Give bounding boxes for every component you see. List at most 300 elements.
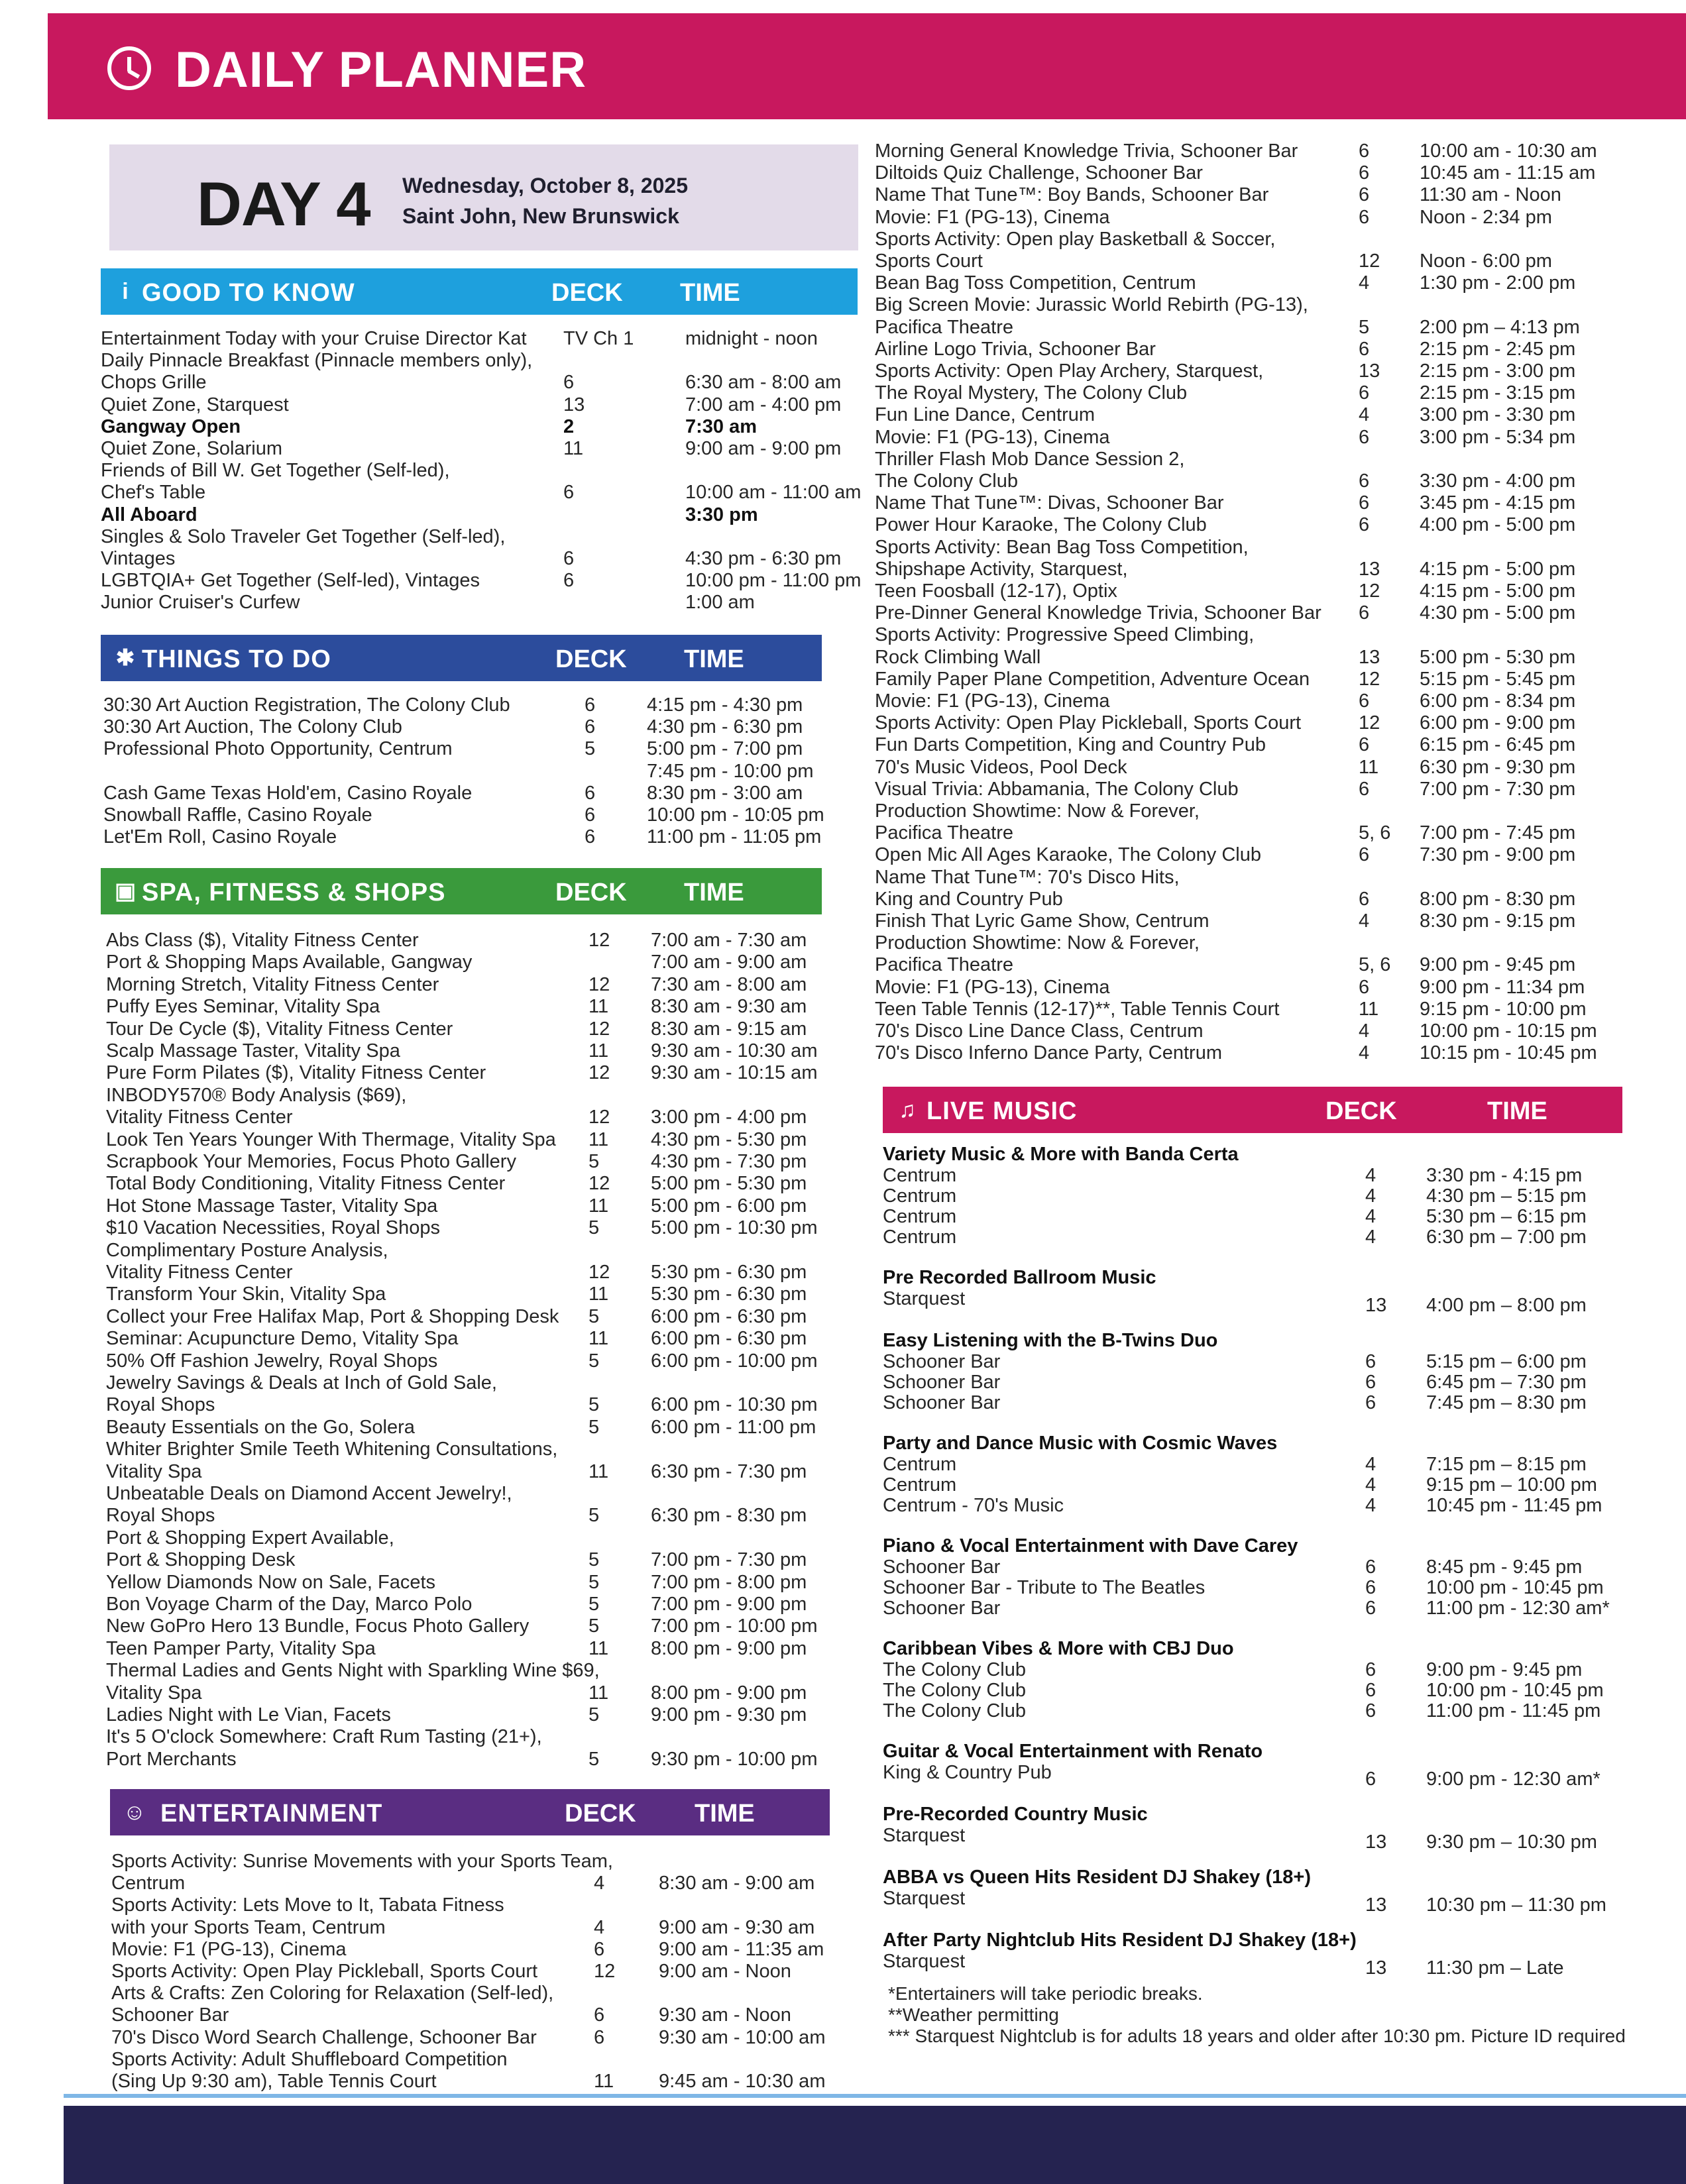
time-column-label: TIME [684,879,744,906]
deck-number: 6 [1359,492,1370,514]
time-range: 7:00 am - 9:00 am [651,952,807,973]
time-range: 9:30 pm – 10:30 pm [1426,1831,1597,1853]
deck-number: 12 [1359,580,1380,602]
time-range: 7:00 pm - 8:00 pm [651,1571,807,1593]
section-title: THINGS TO DO [142,645,331,673]
activity-name: Pre-Dinner General Knowledge Trivia, Schooner Bar [875,602,1321,624]
activity-name: Entertainment Today with your Cruise Director Kat [101,328,527,349]
venue-name: Schooner Bar [883,1556,1001,1578]
deck-number: 4 [1365,1185,1377,1207]
time-range: 8:30 am - 9:15 am [651,1018,807,1040]
venue-name: King & Country Pub [883,1762,1052,1783]
activity-name: The Royal Mystery, The Colony Club [875,382,1188,404]
music-group-title: Pre-Recorded Country Music [883,1804,1148,1825]
deck-number: 6 [1359,734,1370,756]
deck-number: 5 [589,1594,600,1615]
time-range: 9:15 pm – 10:00 pm [1426,1474,1597,1496]
activity-name: Quiet Zone, Solarium [101,438,283,459]
activity-name: Production Showtime: Now & Forever, [875,800,1200,822]
activity-name: Airline Logo Trivia, Schooner Bar [875,338,1156,360]
footnote: *Entertainers will take periodic breaks. [888,1983,1203,2004]
time-range: 6:15 pm - 6:45 pm [1420,734,1576,756]
time-column-label: TIME [684,645,744,673]
deck-number: 6 [585,694,596,716]
deck-number: 12 [589,973,610,995]
time-range: 10:00 am - 10:30 am [1420,140,1597,162]
venue-name: The Colony Club [883,1700,1026,1721]
activity-name: Movie: F1 (PG-13), Cinema [875,690,1110,712]
activity-name: Sports Court [875,250,983,272]
venue-name: Centrum [883,1185,957,1207]
time-range: 7:45 pm - 10:00 pm [647,760,814,782]
time-range: 9:00 am - 9:00 pm [685,438,842,459]
activity-name: Daily Pinnacle Breakfast (Pinnacle members only), [101,350,533,372]
activity-name: Gangway Open [101,415,241,437]
time-column-label: TIME [680,279,740,307]
activity-name: New GoPro Hero 13 Bundle, Focus Photo Gallery [106,1615,530,1637]
deck-number: 5 [589,1217,600,1239]
time-range: 8:30 pm - 3:00 am [647,782,803,804]
venue-name: Centrum - 70's Music [883,1495,1064,1516]
activity-name: Morning Stretch, Vitality Fitness Center [106,973,439,995]
time-range: 2:15 pm - 2:45 pm [1420,338,1576,360]
deck-number: 6 [1359,426,1370,448]
time-range: 8:30 pm - 9:15 pm [1420,910,1576,932]
music-group-title: After Party Nightclub Hits Resident DJ Shakey (18+) [883,1930,1357,1951]
time-range: 5:00 pm - 7:00 pm [647,738,803,760]
deck-number: 6 [1365,1372,1377,1393]
time-range: 3:30 pm - 4:00 pm [1420,470,1576,492]
deck-number: 11 [589,1682,609,1704]
deck-number: 6 [1359,382,1370,404]
activity-name: LGBTQIA+ Get Together (Self-led), Vintages [101,570,480,592]
time-range: 4:30 pm - 5:00 pm [1420,602,1576,624]
deck-number: 6 [1365,1351,1377,1372]
section-header-live-music [883,1087,1622,1133]
time-range: 6:00 pm - 9:00 pm [1420,712,1576,734]
venue-name: Schooner Bar - Tribute to The Beatles [883,1577,1206,1598]
deck-number: 13 [1365,1295,1387,1316]
activity-name: Bean Bag Toss Competition, Centrum [875,272,1196,294]
section-header-spa [101,868,822,914]
time-range: 4:15 pm - 4:30 pm [647,694,803,716]
time-range: 3:30 pm - 4:15 pm [1426,1165,1583,1186]
theater-masks-icon: ☺ [123,1800,146,1825]
deck-number: 12 [589,1173,610,1195]
activity-name: Whiter Brighter Smile Teeth Whitening Consultations, [106,1439,558,1460]
time-range: 9:00 am - Noon [659,1961,791,1982]
time-range: 9:00 pm - 9:45 pm [1426,1659,1583,1680]
section-title: LIVE MUSIC [927,1097,1078,1125]
venue-name: Centrum [883,1227,957,1248]
time-range: 10:15 pm - 10:45 pm [1420,1042,1597,1064]
time-range: 4:30 pm – 5:15 pm [1426,1185,1587,1207]
deck-number: 5 [589,1704,600,1725]
time-range: 10:00 pm - 10:45 pm [1426,1680,1604,1701]
activity-name: Sports Activity: Lets Move to It, Tabata Fitness [111,1894,504,1916]
activity-name: Bon Voyage Charm of the Day, Marco Polo [106,1594,473,1615]
deck-number: 4 [1359,1020,1370,1042]
activity-name: Port & Shopping Expert Available, [106,1527,394,1549]
deck-number: 6 [1359,976,1370,998]
deck-number: 12 [594,1961,616,1982]
activity-name: The Colony Club [875,470,1018,492]
venue-name: Schooner Bar [883,1392,1001,1413]
deck-number: 6 [1365,1659,1377,1680]
activity-name: Complimentary Posture Analysis, [106,1239,388,1261]
activity-name: Morning General Knowledge Trivia, Schooner Bar [875,140,1298,162]
walking-person-icon: ✱ [115,645,135,671]
activity-name: 70's Music Videos, Pool Deck [875,756,1127,778]
time-range: 9:30 am - 10:15 am [651,1062,818,1084]
time-range: 1:00 am [685,592,755,614]
deck-number: 4 [1359,272,1370,294]
activity-name: 70's Disco Line Dance Class, Centrum [875,1020,1204,1042]
activity-name: Puffy Eyes Seminar, Vitality Spa [106,996,380,1018]
info-icon: i [122,279,129,304]
deck-number: 6 [1359,514,1370,536]
activity-name: Snowball Raffle, Casino Royale [103,804,372,826]
deck-number: 6 [1365,1769,1377,1790]
deck-number: 2 [563,415,575,437]
deck-number: 5 [585,738,596,760]
deck-number: 5 [589,1151,600,1172]
deck-number: 13 [1359,360,1380,382]
deck-number: 4 [1359,910,1370,932]
activity-name: Transform Your Skin, Vitality Spa [106,1283,386,1305]
deck-number: 5 [589,1571,600,1593]
activity-name: Sports Activity: Open play Basketball & Soccer, [875,228,1276,250]
time-range: 6:00 pm - 11:00 pm [651,1416,816,1438]
deck-number: 6 [1359,690,1370,712]
deck-number: 11 [1359,998,1379,1020]
activity-name: Vitality Spa [106,1682,202,1704]
activity-name: Movie: F1 (PG-13), Cinema [111,1938,347,1960]
time-range: 11:00 pm - 12:30 am* [1426,1598,1610,1619]
time-range: 8:00 pm - 9:00 pm [651,1637,807,1659]
activity-name: Total Body Conditioning, Vitality Fitness Center [106,1173,506,1195]
activity-name: 30:30 Art Auction Registration, The Colony Club [103,694,510,716]
activity-name: Diltoids Quiz Challenge, Schooner Bar [875,162,1203,184]
time-range: 1:30 pm - 2:00 pm [1420,272,1576,294]
activity-name: Look Ten Years Younger With Thermage, Vitality Spa [106,1128,556,1150]
time-range: Noon - 6:00 pm [1420,250,1552,272]
deck-number: 6 [1359,206,1370,228]
activity-name: 70's Disco Word Search Challenge, Schooner Bar [111,2026,537,2048]
deck-number: TV Ch 1 [563,328,634,349]
time-range: 5:30 pm - 6:30 pm [651,1262,807,1283]
music-group-title: Easy Listening with the B-Twins Duo [883,1330,1218,1351]
deck-number: 12 [589,1107,610,1128]
deck-number: 6 [1359,470,1370,492]
time-range: 7:00 pm - 7:30 pm [651,1549,807,1571]
time-range: 11:30 pm – Late [1426,1957,1564,1979]
time-range: 4:30 pm - 7:30 pm [651,1151,807,1172]
deck-column-label: DECK [551,279,623,307]
deck-number: 6 [1365,1577,1377,1598]
day-banner [109,144,858,250]
venue-name: Centrum [883,1474,957,1496]
venue-name: Centrum [883,1206,957,1227]
activity-name: Pacifica Theatre [875,954,1014,976]
time-range: 6:45 pm – 7:30 pm [1426,1372,1587,1393]
time-range: 5:30 pm - 6:30 pm [651,1283,807,1305]
activity-name: Abs Class ($), Vitality Fitness Center [106,930,419,951]
activity-name: Fun Darts Competition, King and Country Pub [875,734,1266,756]
time-range: 11:00 pm - 11:45 pm [1426,1700,1601,1721]
deck-number: 12 [589,930,610,951]
venue-name: The Colony Club [883,1659,1026,1680]
time-range: 9:00 pm - 9:45 pm [1420,954,1576,976]
activity-name: Sports Activity: Open Play Archery, Starquest, [875,360,1264,382]
time-range: 3:30 pm [685,504,758,525]
deck-number: 6 [1359,162,1370,184]
activity-name: Movie: F1 (PG-13), Cinema [875,206,1110,228]
activity-name: Pure Form Pilates ($), Vitality Fitness Center [106,1062,486,1084]
activity-name: Friends of Bill W. Get Together (Self-led), [101,460,450,482]
activity-name: Arts & Crafts: Zen Coloring for Relaxation (Self-led), [111,1983,554,2004]
time-range: 8:45 pm - 9:45 pm [1426,1556,1583,1578]
activity-name: Jewelry Savings & Deals at Inch of Gold Sale, [106,1372,497,1393]
activity-name: Sports Activity: Progressive Speed Climbing, [875,624,1255,646]
time-range: 11:30 am - Noon [1420,184,1561,206]
time-range: 7:00 pm - 7:45 pm [1420,822,1576,844]
deck-number: 5 [589,1350,600,1372]
deck-number: 11 [1359,756,1379,778]
deck-number: 4 [1359,1042,1370,1064]
deck-number: 12 [1359,668,1380,690]
time-range: 9:30 pm - 10:00 pm [651,1748,818,1770]
time-range: 5:15 pm – 6:00 pm [1426,1351,1587,1372]
time-range: 5:00 pm - 6:00 pm [651,1195,807,1217]
time-range: 10:00 pm - 10:15 pm [1420,1020,1597,1042]
activity-name: (Sing Up 9:30 am), Table Tennis Court [111,2071,437,2092]
deck-number: 6 [1365,1700,1377,1721]
activity-name: Junior Cruiser's Curfew [101,592,300,614]
activity-name: Rock Climbing Wall [875,646,1041,668]
activity-name: Family Paper Plane Competition, Adventure Ocean [875,668,1310,690]
section-header-things-to-do [101,635,822,681]
activity-name: Movie: F1 (PG-13), Cinema [875,426,1110,448]
time-range: 5:30 pm – 6:15 pm [1426,1206,1587,1227]
deck-number: 6 [1359,338,1370,360]
activity-name: Scrapbook Your Memories, Focus Photo Gallery [106,1151,516,1172]
deck-number: 12 [589,1262,610,1283]
activity-name: Vitality Spa [106,1460,202,1482]
time-range: 3:00 pm - 5:34 pm [1420,426,1576,448]
time-range: 6:00 pm - 10:30 pm [651,1394,818,1416]
page-title: DAILY PLANNER [175,42,587,98]
deck-number: 6 [585,826,596,848]
venue-name: Starquest [883,1288,966,1309]
deck-number: 13 [1365,1957,1387,1979]
deck-number: 5 [589,1505,600,1527]
time-range: 3:00 pm - 3:30 pm [1420,404,1576,426]
time-range: 11:00 pm - 11:05 pm [647,826,822,848]
activity-name: Port Merchants [106,1748,237,1770]
deck-number: 5 [589,1549,600,1571]
deck-number: 6 [563,570,575,592]
time-range: 5:00 pm - 5:30 pm [651,1173,807,1195]
activity-name: 50% Off Fashion Jewelry, Royal Shops [106,1350,438,1372]
activity-name: Open Mic All Ages Karaoke, The Colony Club [875,844,1262,866]
time-range: 5:15 pm - 5:45 pm [1420,668,1576,690]
activity-name: Singles & Solo Traveler Get Together (Self-led), [101,525,506,547]
activity-name: Royal Shops [106,1505,215,1527]
section-title: ENTERTAINMENT [160,1800,383,1828]
activity-name: Royal Shops [106,1394,215,1416]
deck-number: 6 [1365,1598,1377,1619]
time-range: 2:15 pm - 3:15 pm [1420,382,1576,404]
time-range: 7:45 pm – 8:30 pm [1426,1392,1587,1413]
time-range: 9:45 am - 10:30 am [659,2071,826,2092]
activity-name: Teen Table Tennis (12-17)**, Table Tennis Court [875,998,1280,1020]
activity-name: Name That Tune™: Boy Bands, Schooner Bar [875,184,1269,206]
deck-number: 6 [1359,184,1370,206]
deck-number: 5, 6 [1359,954,1391,976]
time-column-label: TIME [695,1800,755,1828]
time-range: 9:30 am - 10:30 am [651,1040,818,1062]
deck-number: 6 [1365,1556,1377,1578]
activity-name: Name That Tune™: 70's Disco Hits, [875,866,1180,888]
time-range: 2:00 pm – 4:13 pm [1420,316,1580,338]
deck-number: 11 [589,1128,609,1150]
deck-number: 11 [589,996,609,1018]
deck-number: 12 [589,1018,610,1040]
time-range: 10:30 pm – 11:30 pm [1426,1894,1606,1916]
time-range: 3:00 pm - 4:00 pm [651,1107,807,1128]
venue-name: Starquest [883,1888,966,1909]
activity-name: Vintages [101,548,176,569]
day-number: DAY 4 [197,169,370,239]
time-range: 4:30 pm - 5:30 pm [651,1128,807,1150]
time-range: 8:30 am - 9:30 am [651,996,807,1018]
activity-name: 70's Disco Inferno Dance Party, Centrum [875,1042,1222,1064]
deck-number: 6 [594,2004,605,2026]
deck-number: 6 [563,372,575,394]
music-group-title: Guitar & Vocal Entertainment with Renato [883,1741,1263,1762]
deck-number: 12 [1359,712,1380,734]
deck-number: 6 [563,482,575,504]
activity-name: Movie: F1 (PG-13), Cinema [875,976,1110,998]
activity-name: Cash Game Texas Hold'em, Casino Royale [103,782,473,804]
day-location: Saint John, New Brunswick [402,204,679,228]
activity-name: It's 5 O'clock Somewhere: Craft Rum Tasting (21+), [106,1726,542,1748]
activity-name: Hot Stone Massage Taster, Vitality Spa [106,1195,438,1217]
time-range: 7:00 pm - 10:00 pm [651,1615,818,1637]
activity-name: Sports Activity: Bean Bag Toss Competition, [875,536,1249,558]
deck-number: 4 [1365,1206,1377,1227]
deck-number: 6 [1359,844,1370,866]
deck-number: 11 [594,2071,614,2092]
deck-number: 5 [589,1748,600,1770]
deck-number: 5 [589,1416,600,1438]
activity-name: Name That Tune™: Divas, Schooner Bar [875,492,1224,514]
activity-name: Schooner Bar [111,2004,229,2026]
section-title: SPA, FITNESS & SHOPS [142,879,446,906]
venue-name: Starquest [883,1825,966,1846]
time-range: 9:00 am - 9:30 am [659,1916,815,1938]
time-range: 8:00 pm - 8:30 pm [1420,888,1576,910]
time-range: 4:30 pm - 6:30 pm [647,716,803,738]
activity-name: Port & Shopping Desk [106,1549,296,1571]
activity-name: Thermal Ladies and Gents Night with Sparkling Wine $69, [106,1660,600,1682]
activity-name: Seminar: Acupuncture Demo, Vitality Spa [106,1328,459,1350]
deck-number: 5 [589,1394,600,1416]
deck-number: 13 [563,394,585,415]
footer-bar [64,2106,1686,2184]
time-range: 5:00 pm - 5:30 pm [1420,646,1576,668]
time-range: 10:00 pm - 10:05 pm [647,804,824,826]
time-range: 8:00 pm - 9:00 pm [651,1682,807,1704]
deck-number: 13 [1365,1831,1387,1853]
activity-name: Centrum [111,1873,186,1894]
time-range: 6:30 pm - 7:30 pm [651,1460,807,1482]
activity-name: Let'Em Roll, Casino Royale [103,826,337,848]
time-range: 4:15 pm - 5:00 pm [1420,580,1576,602]
deck-number: 4 [1365,1474,1377,1496]
venue-name: Schooner Bar [883,1598,1001,1619]
deck-number: 5 [589,1615,600,1637]
activity-name: Scalp Massage Taster, Vitality Spa [106,1040,400,1062]
activity-name: All Aboard [101,504,197,525]
time-range: 7:15 pm – 8:15 pm [1426,1454,1587,1475]
activity-name: Collect your Free Halifax Map, Port & Shopping Desk [106,1305,559,1327]
deck-number: 6 [1359,888,1370,910]
music-group-title: Caribbean Vibes & More with CBJ Duo [883,1638,1234,1659]
deck-number: 4 [1365,1495,1377,1516]
time-range: 9:15 pm - 10:00 pm [1420,998,1587,1020]
footnote: **Weather permitting [888,2004,1059,2025]
activity-name: Yellow Diamonds Now on Sale, Facets [106,1571,436,1593]
activity-name: Pacifica Theatre [875,822,1014,844]
deck-number: 6 [585,782,596,804]
activity-name: Tour De Cycle ($), Vitality Fitness Center [106,1018,453,1040]
venue-name: Centrum [883,1165,957,1186]
time-range: 7:00 pm - 9:00 pm [651,1594,807,1615]
deck-number: 12 [589,1062,610,1084]
deck-number: 6 [585,716,596,738]
activity-name: Big Screen Movie: Jurassic World Rebirth (PG-13), [875,294,1308,316]
activity-name: Sports Activity: Open Play Pickleball, Sports Court [875,712,1302,734]
time-range: 7:30 am [685,415,758,437]
deck-number: 6 [1359,778,1370,800]
deck-number: 6 [1359,140,1370,162]
activity-name: Teen Pamper Party, Vitality Spa [106,1637,376,1659]
activity-name: Fun Line Dance, Centrum [875,404,1096,426]
activity-name: Finish That Lyric Game Show, Centrum [875,910,1209,932]
deck-number: 4 [1365,1454,1377,1475]
deck-column-label: DECK [555,879,627,906]
deck-number: 13 [1359,558,1380,580]
venue-name: Schooner Bar [883,1372,1001,1393]
activity-name: Pacifica Theatre [875,316,1014,338]
activity-name: King and Country Pub [875,888,1063,910]
activity-name: with your Sports Team, Centrum [111,1916,386,1938]
deck-column-label: DECK [1325,1097,1397,1125]
music-group-title: Variety Music & More with Banda Certa [883,1144,1239,1165]
time-range: 6:30 pm – 7:00 pm [1426,1227,1587,1248]
time-range: 6:30 pm - 9:30 pm [1420,756,1576,778]
time-range: midnight - noon [685,328,818,349]
deck-number: 5 [1359,316,1370,338]
clock-icon [107,46,151,90]
time-range: 2:15 pm - 3:00 pm [1420,360,1576,382]
time-range: 10:00 pm - 10:45 pm [1426,1577,1604,1598]
shopping-bag-icon: ▣ [114,879,137,904]
deck-number: 12 [1359,250,1380,272]
section-title: GOOD TO KNOW [142,279,355,307]
